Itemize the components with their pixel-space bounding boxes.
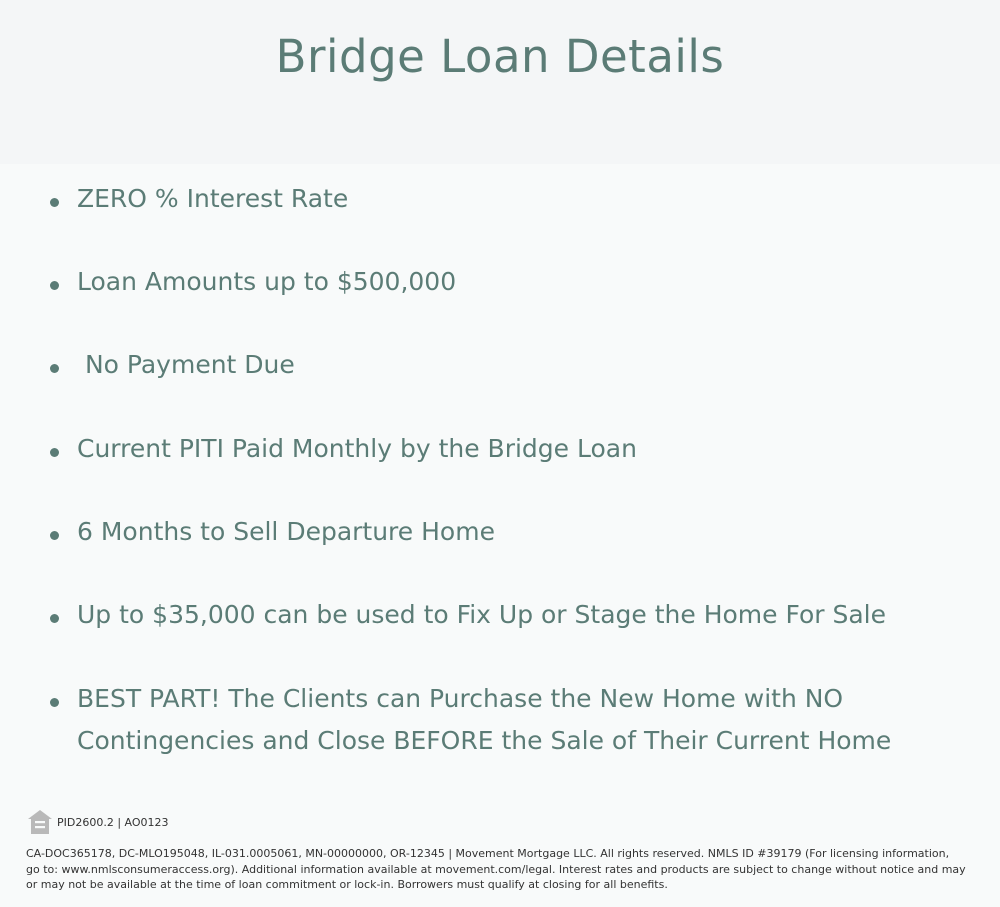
header-band	[0, 0, 1000, 164]
list-item	[50, 517, 970, 553]
bullet-icon	[50, 448, 59, 457]
list-item	[50, 267, 970, 303]
bullet-icon	[50, 531, 59, 540]
list-item-text: Up to $35,000 can be used to Fix Up or Stage the Home For Sale	[77, 600, 886, 629]
list-item-text: ZERO % Interest Rate	[77, 184, 349, 213]
footer-codes-row	[26, 808, 169, 836]
bullet-icon	[50, 698, 59, 707]
list-item-text: No Payment Due	[77, 350, 295, 379]
list-item	[50, 434, 970, 470]
equal-housing-icon	[26, 808, 54, 836]
pid-codes: PID2600.2 | AO0123	[57, 815, 169, 829]
list-item-text: Loan Amounts up to $500,000	[77, 267, 457, 296]
list-item-text: 6 Months to Sell Departure Home	[77, 517, 495, 546]
bullet-icon	[50, 364, 59, 373]
list-item-text: BEST PART! The Clients can Purchase the New Home with NO Contingencies and Close BEFORE the Sale of Their Current Home	[77, 684, 892, 755]
list-item	[50, 184, 970, 220]
list-item	[50, 350, 970, 386]
bullet-icon	[50, 198, 59, 207]
list-item	[50, 600, 970, 636]
bullet-icon	[50, 281, 59, 290]
page-title: Bridge Loan Details	[275, 30, 725, 83]
legal-disclaimer: CA-DOC365178, DC-MLO195048, IL-031.0005061, MN-00000000, OR-12345 | Movement Mortgage LLC. All rights reserved. NMLS ID #39179 (For licensing information, go to: www.nmlsconsumeraccess.org). Additional information available at movement.com/legal. Interest rates and products are subject to change without notice and may or may not be available at the time of loan commitment or lock-in. Borrowers must qualify at closing for all benefits.	[26, 847, 966, 891]
list-item-text: Current PITI Paid Monthly by the Bridge Loan	[77, 434, 637, 463]
list-item	[50, 684, 950, 762]
bullet-icon	[50, 614, 59, 623]
